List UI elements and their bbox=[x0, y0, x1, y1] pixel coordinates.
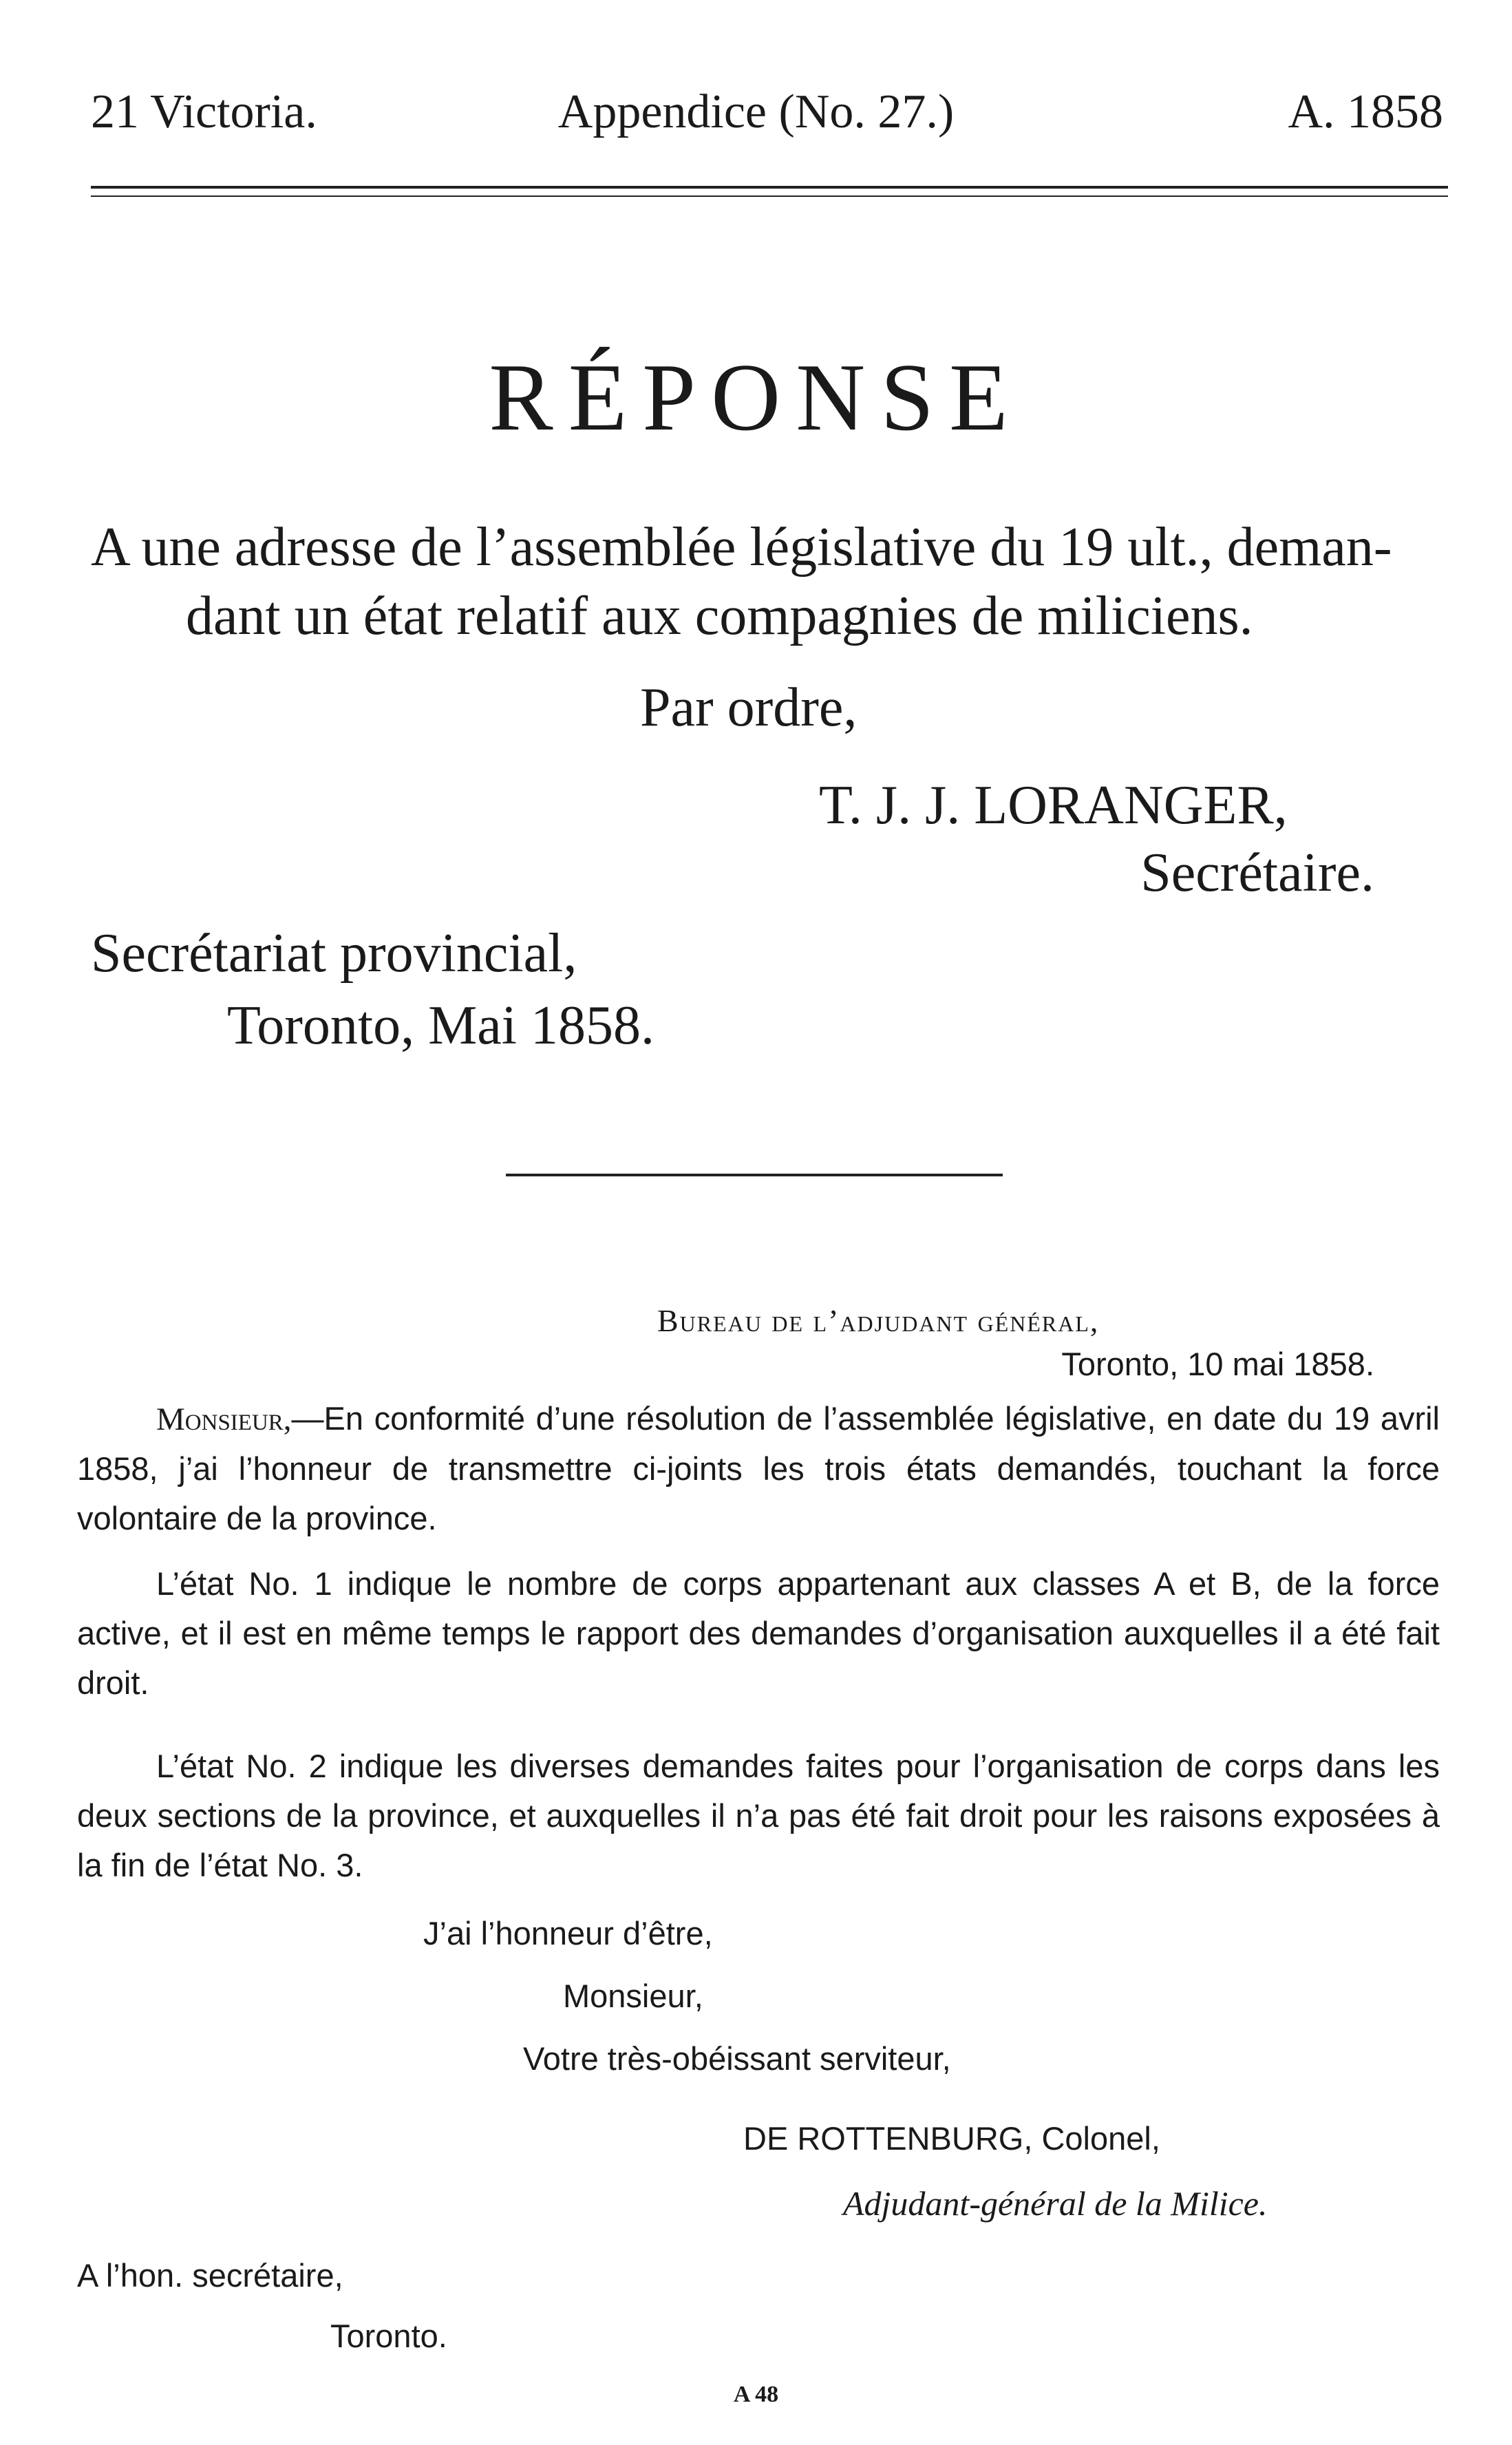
place-line-1: Secrétariat provincial, bbox=[91, 923, 577, 984]
closing-line-2: Monsieur, bbox=[563, 1978, 703, 2014]
header-appendix: Appendice (No. 27.) bbox=[557, 85, 955, 138]
signer-name: T. J. J. LORANGER, bbox=[819, 775, 1288, 836]
par-ordre: Par ordre, bbox=[640, 677, 858, 738]
letter-office: Bureau de l’adjudant général, bbox=[657, 1303, 1100, 1338]
recipient-line-2: Toronto. bbox=[330, 2318, 447, 2354]
address-line-1: A une adresse de l’assemblée législative du 19 ult., deman- bbox=[91, 517, 1392, 578]
section-divider bbox=[506, 1174, 1003, 1176]
place-line-2: Toronto, Mai 1858. bbox=[227, 995, 655, 1056]
header-session: 21 Victoria. bbox=[91, 85, 317, 138]
closing-line-1: J’ai l’honneur d’être, bbox=[423, 1915, 713, 1951]
letter-paragraph-1 bbox=[77, 1394, 1440, 1543]
signature-name: DE ROTTENBURG, Colonel, bbox=[743, 2120, 1160, 2157]
letter-salutation: Monsieur, bbox=[156, 1401, 292, 1437]
page-title: RÉPONSE bbox=[489, 344, 1023, 451]
letter-paragraph-1-text: —En conformité d’une résolution de l’assemblée législative, en date du 19 avril 1858, j’ai l’honneur de transmettre ci-joints les trois états demandés, touchant la force volontaire de la province. bbox=[77, 1400, 1440, 1536]
signature-title: Adjudant-général de la Milice. bbox=[843, 2184, 1268, 2223]
letter-paragraph-3: L’état No. 2 indique les diverses demandes faites pour l’organisation de corps dans les deux sections de la province, et auxquelles il n’a pas été fait droit pour les raisons exposées à la fin de l’état No. 3. bbox=[77, 1748, 1440, 1883]
header-double-rule bbox=[91, 186, 1448, 197]
page-number: A 48 bbox=[733, 2382, 779, 2407]
closing-line-3: Votre très-obéissant serviteur, bbox=[523, 2040, 951, 2077]
letter-date: Toronto, 10 mai 1858. bbox=[1061, 1346, 1374, 1382]
recipient-line-1: A l’hon. secrétaire, bbox=[77, 2257, 343, 2294]
address-line-2: dant un état relatif aux compagnies de miliciens. bbox=[186, 586, 1253, 646]
signer-title: Secrétaire. bbox=[1140, 843, 1374, 903]
letter-paragraph-2: L’état No. 1 indique le nombre de corps appartenant aux classes A et B, de la force active, et il est en même temps le rapport des demandes d’organisation auxquelles il a été fait droit. bbox=[77, 1565, 1440, 1701]
header-year: A. 1858 bbox=[1288, 85, 1443, 138]
